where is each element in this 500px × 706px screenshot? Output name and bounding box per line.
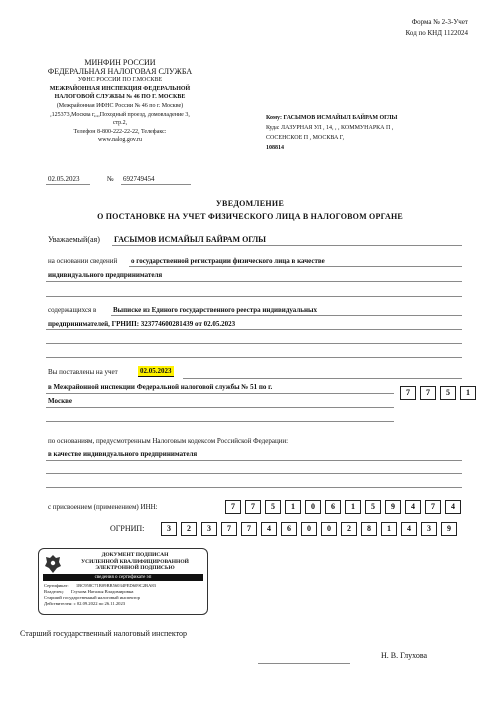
code-cell: 5: [440, 386, 456, 400]
stamp-title-1: ДОКУМЕНТ ПОДПИСАН: [101, 552, 169, 558]
recipient-address-1: Куда: ЛАЗУРНАЯ УЛ , 14, , , КОММУНАРКА П ,: [266, 125, 394, 131]
inn-digit: 7: [425, 500, 441, 514]
issuer-address: ,125373,Москва г,,,,Походный проезд, домовладение 3,: [50, 111, 190, 118]
owner-position: Старший государственный налоговый инспектор: [44, 595, 140, 600]
inspection-line-2: Москве: [48, 397, 73, 405]
ogrnip-digit: 0: [301, 522, 317, 536]
ogrnip-digit: 4: [261, 522, 277, 536]
document-number-label: №: [107, 175, 114, 183]
recipient-address-2: СОСЕНСКОЕ П , МОСКВА Г,: [266, 135, 345, 141]
ogrnip-digit: 1: [381, 522, 397, 536]
inn-digit: 7: [225, 500, 241, 514]
grounds-label: по основаниям, предусмотренным Налоговым кодексом Российской Федерации:: [48, 437, 289, 445]
form-number: Форма № 2-3-Учет: [411, 18, 468, 26]
issuer-regional: УФНС РОССИИ ПО Г.МОСКВЕ: [77, 77, 163, 84]
basis-value-1: о государственной регистрации физического лица в качестве: [131, 257, 325, 265]
basis-value-2: индивидуального предпринимателя: [48, 271, 163, 279]
code-cell: 7: [420, 386, 436, 400]
document-number: 692749454: [123, 175, 155, 183]
greeting-label: Уважаемый(ая): [48, 235, 100, 244]
ogrnip-digit: 2: [341, 522, 357, 536]
inn-digit: 5: [265, 500, 281, 514]
issuer-address-2: стр.2,: [112, 120, 128, 127]
issuer-website: www.nalog.gov.ru: [97, 137, 143, 144]
code-cell: 7: [400, 386, 416, 400]
ogrnip-cells: [161, 522, 457, 536]
issuer-phone: Телефон 8-800-222-22-22, Телефакс:: [73, 128, 167, 135]
electronic-signature-stamp: [38, 548, 208, 615]
stamp-title-3: ЭЛЕКТРОННОЙ ПОДПИСЬЮ: [95, 565, 175, 571]
ogrnip-digit: 8: [361, 522, 377, 536]
ogrnip-digit: 3: [421, 522, 437, 536]
ogrnip-digit: 7: [241, 522, 257, 536]
document-subtitle: О ПОСТАНОВКЕ НА УЧЕТ ФИЗИЧЕСКОГО ЛИЦА В НАЛОГОВОМ ОРГАНЕ: [97, 212, 403, 221]
document-date: 02.05.2023: [48, 175, 80, 183]
ogrnip-digit: 7: [221, 522, 237, 536]
cert-details: [44, 583, 204, 607]
person-name: ГАСЫМОВ ИСМАЙЫЛ БАЙРАМ ОГЛЫ: [114, 235, 267, 244]
ogrnip-digit: 3: [201, 522, 217, 536]
stamp-title: [65, 552, 205, 572]
signer-position: Старший государственный налоговый инспектор: [20, 629, 188, 638]
inn-digit: 5: [365, 500, 381, 514]
inn-digit: 1: [345, 500, 361, 514]
issuer-block: [40, 59, 200, 145]
inspection-code: [400, 386, 476, 400]
document-title: УВЕДОМЛЕНИЕ: [215, 199, 285, 208]
contained-label: содержащихся в: [48, 306, 97, 314]
issuer-service: ФЕДЕРАЛЬНАЯ НАЛОГОВАЯ СЛУЖБА: [47, 66, 193, 76]
ogrnip-digit: 0: [321, 522, 337, 536]
registered-label: Вы поставлены на учет: [48, 368, 118, 376]
form-header: [406, 17, 468, 39]
ogrnip-digit: 3: [161, 522, 177, 536]
contained-value-2: предпринимателей, ГРНИП: 323774600281439 от 02.05.2023: [48, 320, 236, 328]
ogrnip-digit: 6: [281, 522, 297, 536]
valid-value: с 02.09.2022 по 26.11.2023: [73, 601, 126, 606]
inn-digit: 4: [405, 500, 421, 514]
basis-label: на основании сведений: [48, 257, 118, 265]
cert-value: 1BC958C71B09BB56034FED609C2BA83: [75, 583, 156, 588]
inn-digit: 1: [285, 500, 301, 514]
inn-label: с присвоением (применением) ИНН:: [48, 503, 158, 511]
code-cell: 1: [460, 386, 476, 400]
inn-cells: [225, 500, 461, 514]
knd-code: Код по КНД 1122024: [405, 29, 468, 37]
issuer-inspection-2: НАЛОГОВОЙ СЛУЖБЫ № 46 ПО Г. МОСКВЕ: [54, 94, 186, 101]
ogrnip-digit: 9: [441, 522, 457, 536]
inn-digit: 0: [305, 500, 321, 514]
inn-digit: 4: [445, 500, 461, 514]
signer-name: Н. В. Глухова: [381, 651, 428, 660]
cert-label: Сертификат:: [44, 583, 69, 588]
valid-label: Действителен:: [44, 601, 73, 606]
stamp-title-2: УСИЛЕННОЙ КВАЛИФИЦИРОВАННОЙ: [81, 558, 189, 565]
issuer-short-name: (Межрайонная ИФНС России № 46 по г. Москве): [56, 102, 184, 109]
ogrnip-digit: 4: [401, 522, 417, 536]
ogrnip-digit: 2: [181, 522, 197, 536]
owner-value: Глухова Наталья Владимировна: [71, 589, 134, 594]
ogrnip-label: ОГРНИП:: [110, 524, 145, 533]
inn-digit: 6: [325, 500, 341, 514]
registered-date: 02.05.2023: [140, 367, 172, 375]
owner-label: Владелец:: [44, 589, 64, 594]
recipient-block: [266, 113, 397, 153]
contained-value-1: Выписке из Единого государственного реестра индивидуальных: [113, 306, 317, 314]
inn-digit: 9: [385, 500, 401, 514]
grounds-value: в качестве индивидуального предпринимателя: [48, 450, 198, 458]
recipient-name: Кому: ГАСЫМОВ ИСМАЙЫЛ БАЙРАМ ОГЛЫ: [266, 115, 398, 121]
inn-digit: 7: [245, 500, 261, 514]
issuer-inspection-1: МЕЖРАЙОННАЯ ИНСПЕКЦИЯ ФЕДЕРАЛЬНОЙ: [49, 85, 191, 92]
issuer-ministry: МИНФИН РОССИИ: [84, 58, 156, 67]
recipient-postcode: 108814: [266, 145, 284, 151]
coat-of-arms-icon: [43, 553, 63, 575]
inspection-line-1: в Межрайонной инспекции Федеральной налоговой службы № 51 по г.: [48, 383, 273, 391]
cert-header: сведения о сертификате эп: [43, 574, 203, 581]
